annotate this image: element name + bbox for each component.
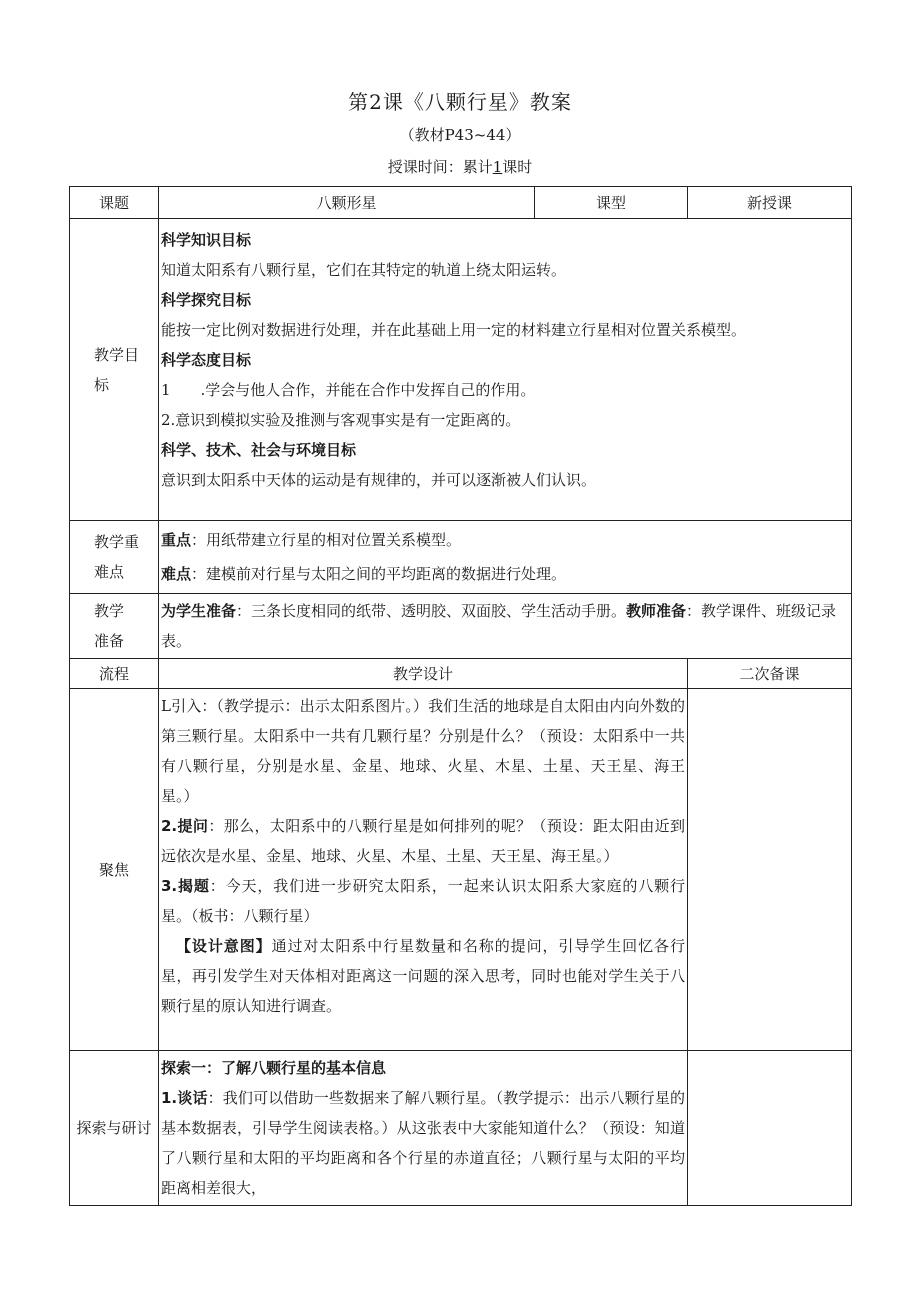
goal-line: 2.意识到模拟实验及推测与客观事实是有一定距离的。: [161, 411, 521, 429]
goal-line: 能按一定比例对数据进行处理，并在此基础上用一定的材料建立行星相对位置关系模型。: [161, 321, 747, 339]
teacher-prep-text: ：教学课件、班级记录表。: [161, 602, 837, 650]
goal-line: 知道太阳系有八颗行星，它们在其特定的轨道上绕太阳运转。: [161, 261, 567, 279]
class-time: [0, 156, 920, 177]
hard-point-text: ：建模前对行星与太阳之间的平均距离的数据进行处理。: [191, 565, 567, 583]
process-header: 流程: [70, 659, 159, 689]
explore-talk-prefix: 1.谈话: [161, 1089, 208, 1107]
backup-header: 二次备课: [688, 659, 852, 689]
focus-question-prefix: 2.提问: [161, 817, 209, 835]
explore-backup-cell: [688, 1051, 852, 1206]
focus-row: [70, 689, 852, 1051]
focus-intro-text: ：（教学提示：出示太阳系图片。）我们生活的地球是自太阳由内向外数的第三颗行星。太阳系中一共有几颗行星？分别是什么？（预设：太阳系中一共有八颗行星，分别是水星、金星、地球、火星、木星、土星、天王星、海王星。）: [161, 697, 685, 805]
teacher-prep-label: 教师准备: [626, 602, 687, 620]
key-points-row: [70, 521, 852, 594]
table-header-row: [70, 659, 852, 689]
explore-heading: 探索一：了解八颗行星的基本信息: [161, 1059, 387, 1077]
goals-label: 教学目标: [70, 219, 159, 521]
explore-content: [159, 1051, 688, 1206]
topic-value: 八颗形星: [159, 187, 535, 219]
explore-talk-text: ：我们可以借助一些数据来了解八颗行星。（教学提示：出示八颗行星的基本数据表，引导学生阅读表格。）从这张表中大家能知道什么？（预设：知道了八颗行星和太阳的平均距离和各个行星的赤道直径；八颗行星与太阳的平均距离相差很大，: [161, 1089, 685, 1197]
design-header: 教学设计: [159, 659, 688, 689]
focus-content: [159, 689, 688, 1051]
prep-label: 教学准备: [70, 594, 159, 659]
student-prep-text: ：三条长度相同的纸带、透明胶、双面胶、学生活动手册。: [236, 602, 627, 620]
class-time-value: 1: [492, 158, 503, 176]
topic-row: [70, 187, 852, 219]
explore-row: [70, 1051, 852, 1206]
lesson-plan-table: [69, 186, 852, 1206]
prep-content: [159, 594, 852, 659]
focus-question-text: ：那么，太阳系中的八颗行星是如何排列的呢？（预设：距太阳由近到远依次是水星、金星、地球、火星、木星、土星、天王星、海王星。）: [161, 817, 685, 865]
design-intent-text: 通过对太阳系中行星数量和名称的提问，引导学生回忆各行星，再引发学生对天体相对距离这一问题的深入思考，同时也能对学生关于八颗行星的原认知进行调查。: [161, 937, 685, 1015]
key-point-label: 重点: [161, 531, 192, 549]
explore-label: 探索与研讨: [70, 1051, 159, 1206]
goal-line: 1 .学会与他人合作，并能在合作中发挥自己的作用。: [161, 381, 536, 399]
lesson-type-label: 课型: [535, 187, 688, 219]
goal-heading-society: 科学、技术、社会与环境目标: [161, 441, 357, 459]
textbook-pages: （教材P43~44）: [399, 126, 521, 144]
goal-heading-attitude: 科学态度目标: [161, 351, 252, 369]
class-time-suffix: 课时: [502, 158, 533, 176]
goal-heading-inquiry: 科学探究目标: [161, 291, 252, 309]
design-intent-label: 【设计意图】: [176, 937, 272, 955]
student-prep-label: 为学生准备: [161, 602, 237, 620]
key-point-text: ：用纸带建立行星的相对位置关系模型。: [191, 531, 462, 549]
focus-reveal-prefix: 3.揭题: [161, 877, 210, 895]
goals-row: [70, 219, 852, 521]
key-points-label: 教学重难点: [70, 521, 159, 594]
key-points-content: [159, 521, 852, 594]
class-time-prefix: 授课时间：累计: [387, 158, 493, 176]
focus-reveal-text: ：今天，我们进一步研究太阳系，一起来认识太阳系大家庭的八颗行星。（板书：八颗行星）: [161, 877, 685, 925]
goals-content: [159, 219, 852, 521]
focus-label: 聚焦: [70, 689, 159, 1051]
focus-backup-cell: [688, 689, 852, 1051]
topic-label: 课题: [70, 187, 159, 219]
goal-heading-knowledge: 科学知识目标: [161, 231, 252, 249]
focus-intro-prefix: L引入: [161, 697, 202, 715]
page-title: 第2课《八颗行星》教案: [348, 90, 572, 114]
lesson-type-value: 新授课: [688, 187, 852, 219]
prep-row: [70, 594, 852, 659]
hard-point-label: 难点: [161, 565, 192, 583]
goal-line: 意识到太阳系中天体的运动是有规律的，并可以逐渐被人们认识。: [161, 471, 597, 489]
